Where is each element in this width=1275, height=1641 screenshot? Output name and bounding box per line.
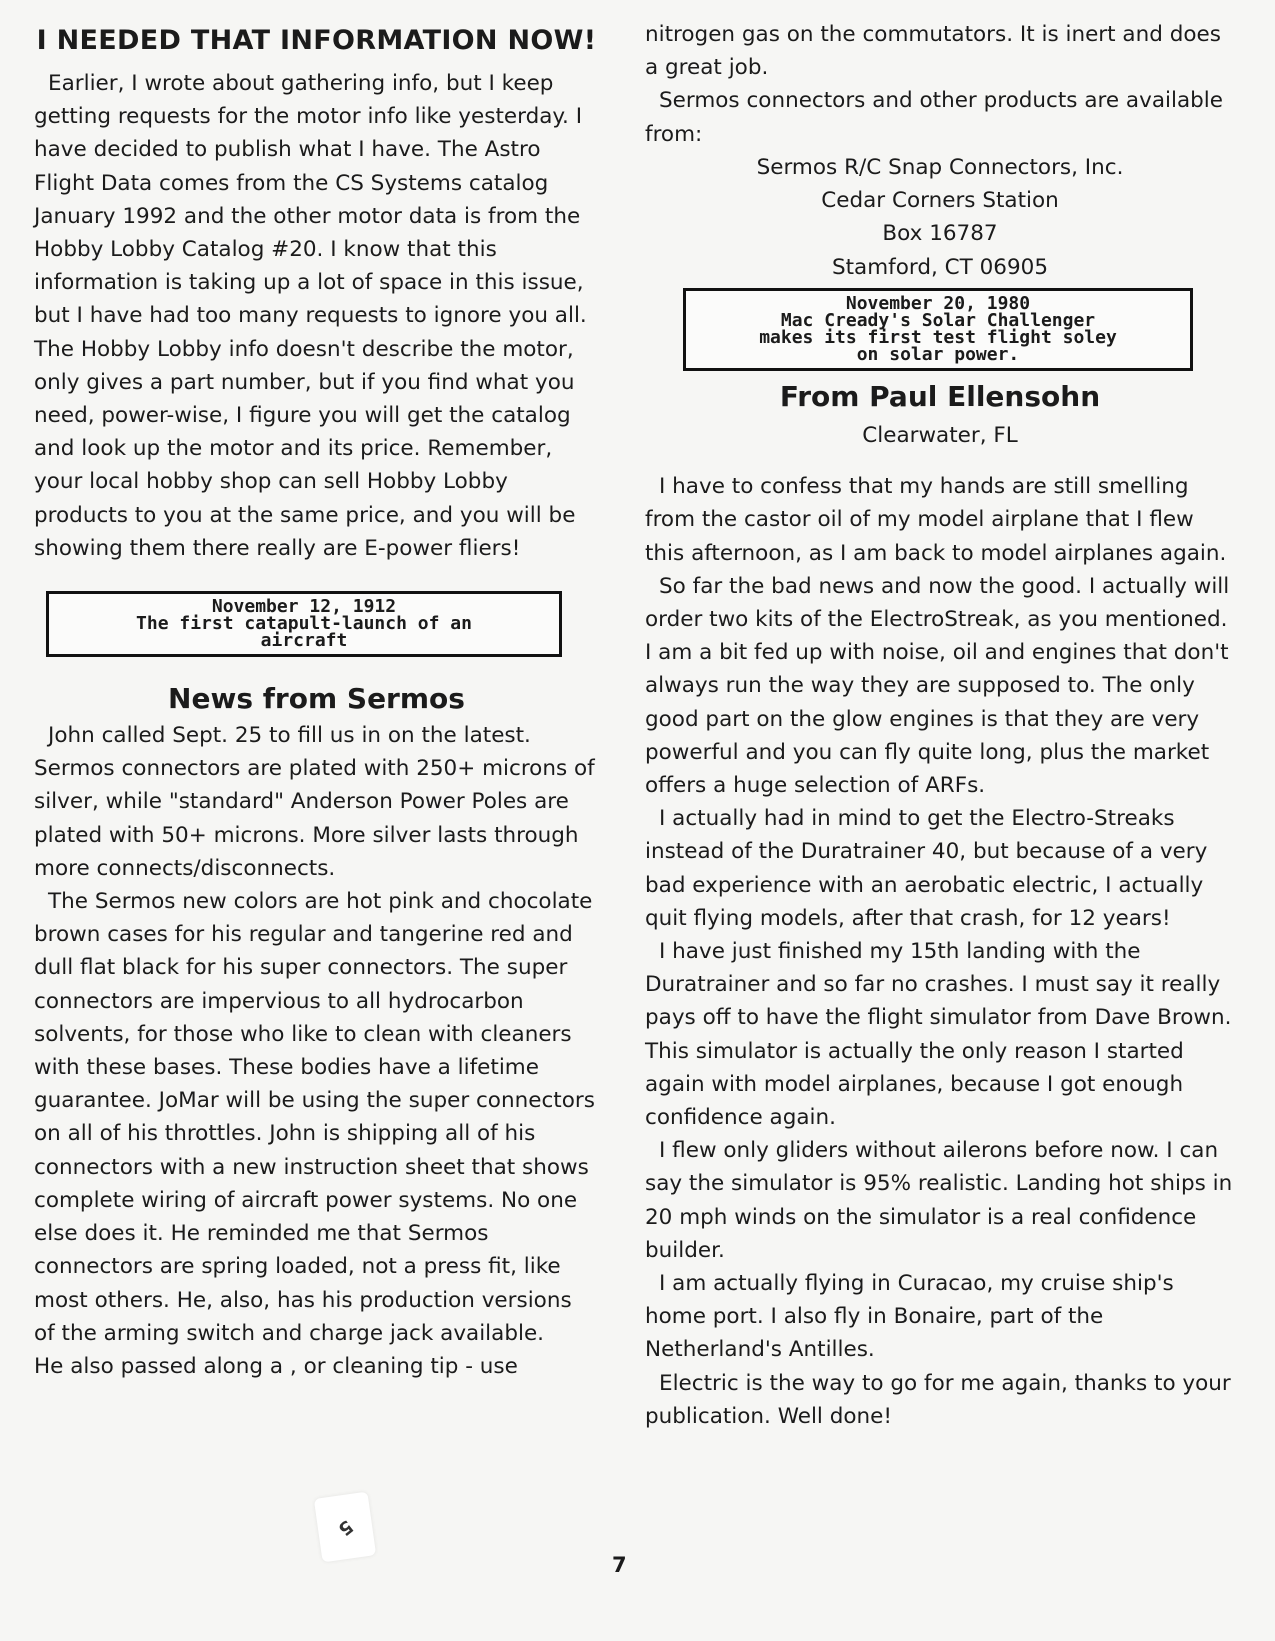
address-line: Cedar Corners Station bbox=[821, 188, 1059, 214]
paragraph-letter-4: I have just finished my 15th landing with the Duratrainer and so far no crashes. I must say it really pays off to have the flight simulator from Dave Brown. This simulator is actually the only reason I started again with model airplanes, because I got enough confidence again. bbox=[645, 939, 1232, 1131]
heading-news-from-sermos: News from Sermos bbox=[168, 682, 465, 716]
paragraph-letter-1: I have to confess that my hands are still smelling from the castor oil of my model airplane that I flew this afternoon, as I am back to model airplanes again. bbox=[645, 474, 1227, 566]
paragraph-availability: Sermos connectors and other products are available from: bbox=[645, 88, 1223, 147]
page-number: 7 bbox=[612, 1553, 627, 1577]
history-box-line: aircraft bbox=[260, 630, 348, 652]
paragraph-info-intro: Earlier, I wrote about gathering info, but I keep getting requests for the motor info like yesterday. I have decided to publish what I have. The Astro Flight Data comes from the CS Systems catalog January 1992 and the other motor data is from the Hobby Lobby Catalog #20. I know that this information is taking up a lot of space in this issue, but I have had too many requests to ignore you all. The Hobby Lobby info doesn't describe the motor, only gives a part number, but if you find what you need, power-wise, I figure you will get the catalog and look up the motor and its price. Remember, your local hobby shop can sell Hobby Lobby products to you at the same price, and you will be showing them there really are E-power fliers! bbox=[34, 71, 587, 561]
sticker-number: 5 bbox=[333, 1514, 357, 1540]
paragraph-letter-3: I actually had in mind to get the Electro-Streaks instead of the Duratrainer 40, but because of a very bad experience with an aerobatic electric, I actually quit flying models, after that crash, for 12 years! bbox=[645, 806, 1208, 931]
paragraph-letter-6: I am actually flying in Curacao, my cruise ship's home port. I also fly in Bonaire, part of the Netherland's Antilles. bbox=[645, 1271, 1174, 1363]
page-sticker bbox=[314, 1492, 376, 1563]
history-box-line: on solar power. bbox=[856, 344, 1020, 365]
left-column bbox=[34, 18, 599, 1383]
paragraph-nitrogen: nitrogen gas on the commutators. It is inert and does a great job. bbox=[645, 22, 1221, 81]
paragraph-sermos-plating: John called Sept. 25 to fill us in on the latest. Sermos connectors are plated with 250+ microns of silver, while "standard" Anderson Power Poles are plated with 50+ microns. More silver lasts through more connects/disconnects. bbox=[34, 723, 595, 881]
sermos-address bbox=[645, 151, 1235, 284]
paragraph-letter-7: Electric is the way to go for me again, thanks to your publication. Well done! bbox=[645, 1370, 1231, 1429]
address-line: Stamford, CT 06905 bbox=[831, 254, 1049, 280]
heading-from-paul-ellensohn: From Paul Ellensohn bbox=[779, 380, 1101, 413]
history-box-date: November 12, 1912 bbox=[211, 596, 397, 618]
paragraph-sermos-colors: The Sermos new colors are hot pink and chocolate brown cases for his regular and tangerine red and dull flat black for his super connectors. The super connectors are impervious to all hydrocarbon solvents, for those who like to clean with cleaners with these bases. These bodies have a lifetime guarantee. JoMar will be using the super connectors on all of his throttles. John is shipping all of his connectors with a new instruction sheet that shows complete wiring of aircraft power systems. No one else does it. He reminded me that Sermos connectors are spring loaded, not a press fit, like most others. He, also, has his production versions of the arming switch and charge jack available. bbox=[34, 889, 595, 1346]
paragraph-letter-5: I flew only gliders without ailerons before now. I can say the simulator is 95% realistic. Landing hot ships in 20 mph winds on the simulator is a real confidence builder. bbox=[645, 1138, 1233, 1263]
history-box-line: Mac Cready's Solar Challenger bbox=[780, 310, 1096, 331]
heading-information-now: I NEEDED THAT INFORMATION NOW! bbox=[36, 25, 597, 56]
subheading-location: Clearwater, FL bbox=[862, 423, 1018, 448]
history-box-line: makes its first test flight soley bbox=[759, 327, 1117, 348]
right-column bbox=[645, 18, 1235, 1433]
address-line: Sermos R/C Snap Connectors, Inc. bbox=[756, 154, 1124, 180]
paragraph-letter-2: So far the bad news and now the good. I actually will order two kits of the ElectroStreak, as you mentioned. I am a bit fed up with noise, oil and engines that don't always run the way they are supposed to. The only good part on the glow engines is that they are very powerful and you can fly quite long, plus the market offers a huge selection of ARFs. bbox=[645, 573, 1230, 799]
history-box-1980 bbox=[683, 288, 1193, 371]
history-box-date: November 20, 1980 bbox=[845, 293, 1031, 314]
paragraph-cleaning-tip: He also passed along a , or cleaning tip - use bbox=[34, 1353, 518, 1379]
history-box-line: The first catapult-launch of an bbox=[136, 613, 472, 635]
history-box-1912 bbox=[46, 591, 562, 657]
address-line: Box 16787 bbox=[882, 221, 998, 247]
